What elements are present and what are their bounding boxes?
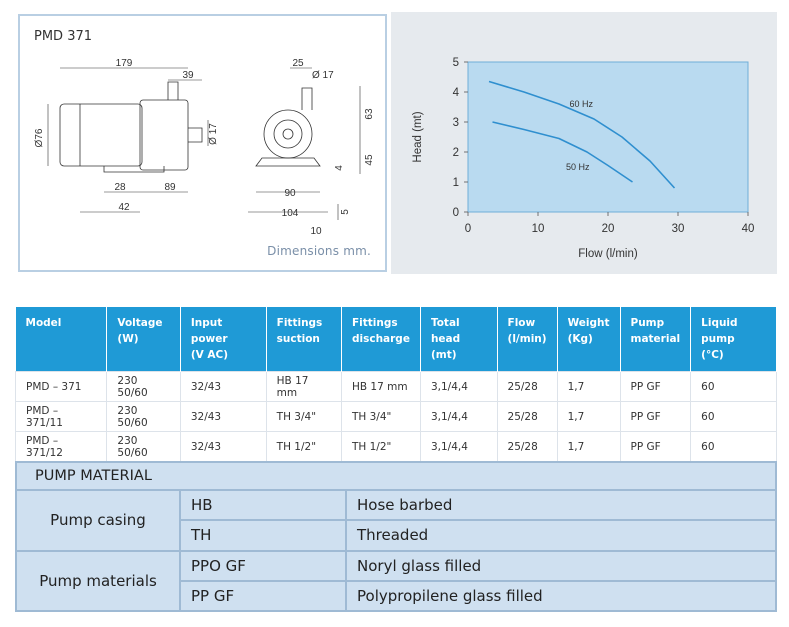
table-cell: HB 17 mm [341,372,420,402]
pump-head-side [140,100,188,170]
table-cell: TH 1/2" [341,432,420,462]
dim-39: 39 [182,70,194,81]
table-cell: TH 3/4" [341,402,420,432]
inlet-fitting-side [188,128,202,142]
group-pump-casing: Pump casing [16,490,180,551]
material-table [15,461,777,612]
dim-4: 4 [334,165,345,171]
dim-104: 104 [281,208,299,219]
table-cell: 60 [691,372,777,402]
table-cell: HB 17 mm [266,372,341,402]
spec-header-5 [420,307,497,372]
table-cell: 3,1/4,4 [420,402,497,432]
spec-header-line2: (Kg) [567,333,593,345]
pump-front-circle [264,110,312,158]
dim-17b: Ø 17 [312,70,334,81]
table-cell: 230 50/60 [107,372,180,402]
dim-45: 45 [364,154,375,166]
y-tick-label: 1 [452,177,459,189]
spec-header-line1: Fittings [351,317,398,329]
x-tick-label: 30 [671,223,685,235]
x-tick-label: 20 [601,223,615,235]
desc-th: Threaded [346,520,776,550]
table-row [16,372,777,402]
x-axis-label: Flow (l/min) [578,248,638,260]
desc-pp-gf: Polypropilene glass filled [346,581,776,611]
spec-header-line1: Flow [507,317,536,329]
table-cell: 230 50/60 [107,432,180,462]
dim-28: 28 [114,182,126,193]
table-cell: 25/28 [497,432,557,462]
spec-header-line2: (V AC) [190,349,229,361]
spec-header-line2: (W) [117,333,139,345]
dimensions-caption: Dimensions mm. [267,244,371,258]
outlet-fitting-side [168,82,178,100]
table-cell: 32/43 [180,402,266,432]
spec-header-0 [16,307,107,372]
outlet-fitting-front [302,88,312,110]
code-pp-gf: PP GF [180,581,346,611]
spec-header-7 [557,307,620,372]
table-cell: PP GF [620,402,691,432]
table-cell: 3,1/4,4 [420,432,497,462]
group-pump-materials: Pump materials [16,551,180,612]
dimensions-panel [18,14,387,272]
dimensions-title: PMD 371 [34,29,93,44]
dim-25: 25 [292,58,304,69]
x-tick-label: 0 [464,223,472,235]
y-tick-label: 2 [452,147,459,159]
spec-header-line2: material [630,333,681,345]
y-tick-label: 0 [452,207,459,219]
dim-179: 179 [115,58,133,69]
spec-header-line1: Total head [430,317,461,345]
table-row [16,402,777,432]
spec-header-9 [691,307,777,372]
table-cell: 1,7 [557,402,620,432]
spec-header-line1: Voltage [117,317,163,329]
code-ppo-gf: PPO GF [180,551,346,581]
spec-header-1 [107,307,180,372]
table-cell: 25/28 [497,372,557,402]
pump-foot-front [256,158,320,166]
series-label-0: 60 Hz [569,99,594,109]
spec-header-8 [620,307,691,372]
dim-89: 89 [164,182,176,193]
code-hb: HB [180,490,346,520]
desc-ppo-gf: Noryl glass filled [346,551,776,581]
table-cell: 230 50/60 [107,402,180,432]
spec-header-line2: (l/min) [507,333,547,345]
spec-header-line1: Model [25,317,62,329]
table-cell: 3,1/4,4 [420,372,497,402]
x-tick-label: 10 [531,223,545,235]
table-cell: 32/43 [180,432,266,462]
spec-table [15,307,777,462]
table-cell: 1,7 [557,372,620,402]
performance-chart [391,12,777,274]
dim-42: 42 [118,202,130,213]
dim-63: 63 [364,108,375,120]
spec-header-line1: Fittings [276,317,323,329]
table-cell: PP GF [620,432,691,462]
dim-76: Ø76 [34,128,45,148]
table-cell: PMD – 371/11 [16,402,107,432]
code-th: TH [180,520,346,550]
table-cell: 1,7 [557,432,620,462]
x-tick-label: 40 [741,223,755,235]
table-cell: 25/28 [497,402,557,432]
spec-header-line1: Pump [630,317,665,329]
plot-area [468,62,748,212]
dim-10: 10 [310,226,322,237]
table-cell: 60 [691,432,777,462]
spec-table-header [16,307,777,372]
spec-header-line2: (°C) [701,349,724,361]
y-tick-label: 5 [452,57,459,69]
spec-header-line1: Liquid pump [701,317,738,345]
material-table-title: PUMP MATERIAL [16,462,776,490]
y-tick-label: 3 [452,117,459,129]
spec-header-6 [497,307,557,372]
performance-chart-panel [391,12,777,274]
table-cell: 32/43 [180,372,266,402]
table-cell: TH 3/4" [266,402,341,432]
dim-5: 5 [340,209,351,215]
spec-header-line1: Input power [190,317,228,345]
spec-header-4 [341,307,420,372]
dimensions-drawing [20,16,389,274]
spec-header-3 [266,307,341,372]
spec-header-line2: suction [276,333,320,345]
spec-header-line2: (mt) [430,349,457,361]
table-cell: TH 1/2" [266,432,341,462]
pump-body-side [60,104,142,166]
spec-header-line1: Weight [567,317,610,329]
table-cell: PMD – 371 [16,372,107,402]
spec-header-2 [180,307,266,372]
table-row [16,432,777,462]
dim-17a: Ø 17 [208,123,219,145]
table-cell: 60 [691,402,777,432]
y-tick-label: 4 [452,87,459,99]
series-label-1: 50 Hz [566,162,590,172]
dim-90: 90 [284,188,296,199]
table-cell: PP GF [620,372,691,402]
y-axis-label: Head (mt) [412,111,424,163]
spec-header-line2: discharge [351,333,410,345]
table-cell: PMD – 371/12 [16,432,107,462]
desc-hb: Hose barbed [346,490,776,520]
